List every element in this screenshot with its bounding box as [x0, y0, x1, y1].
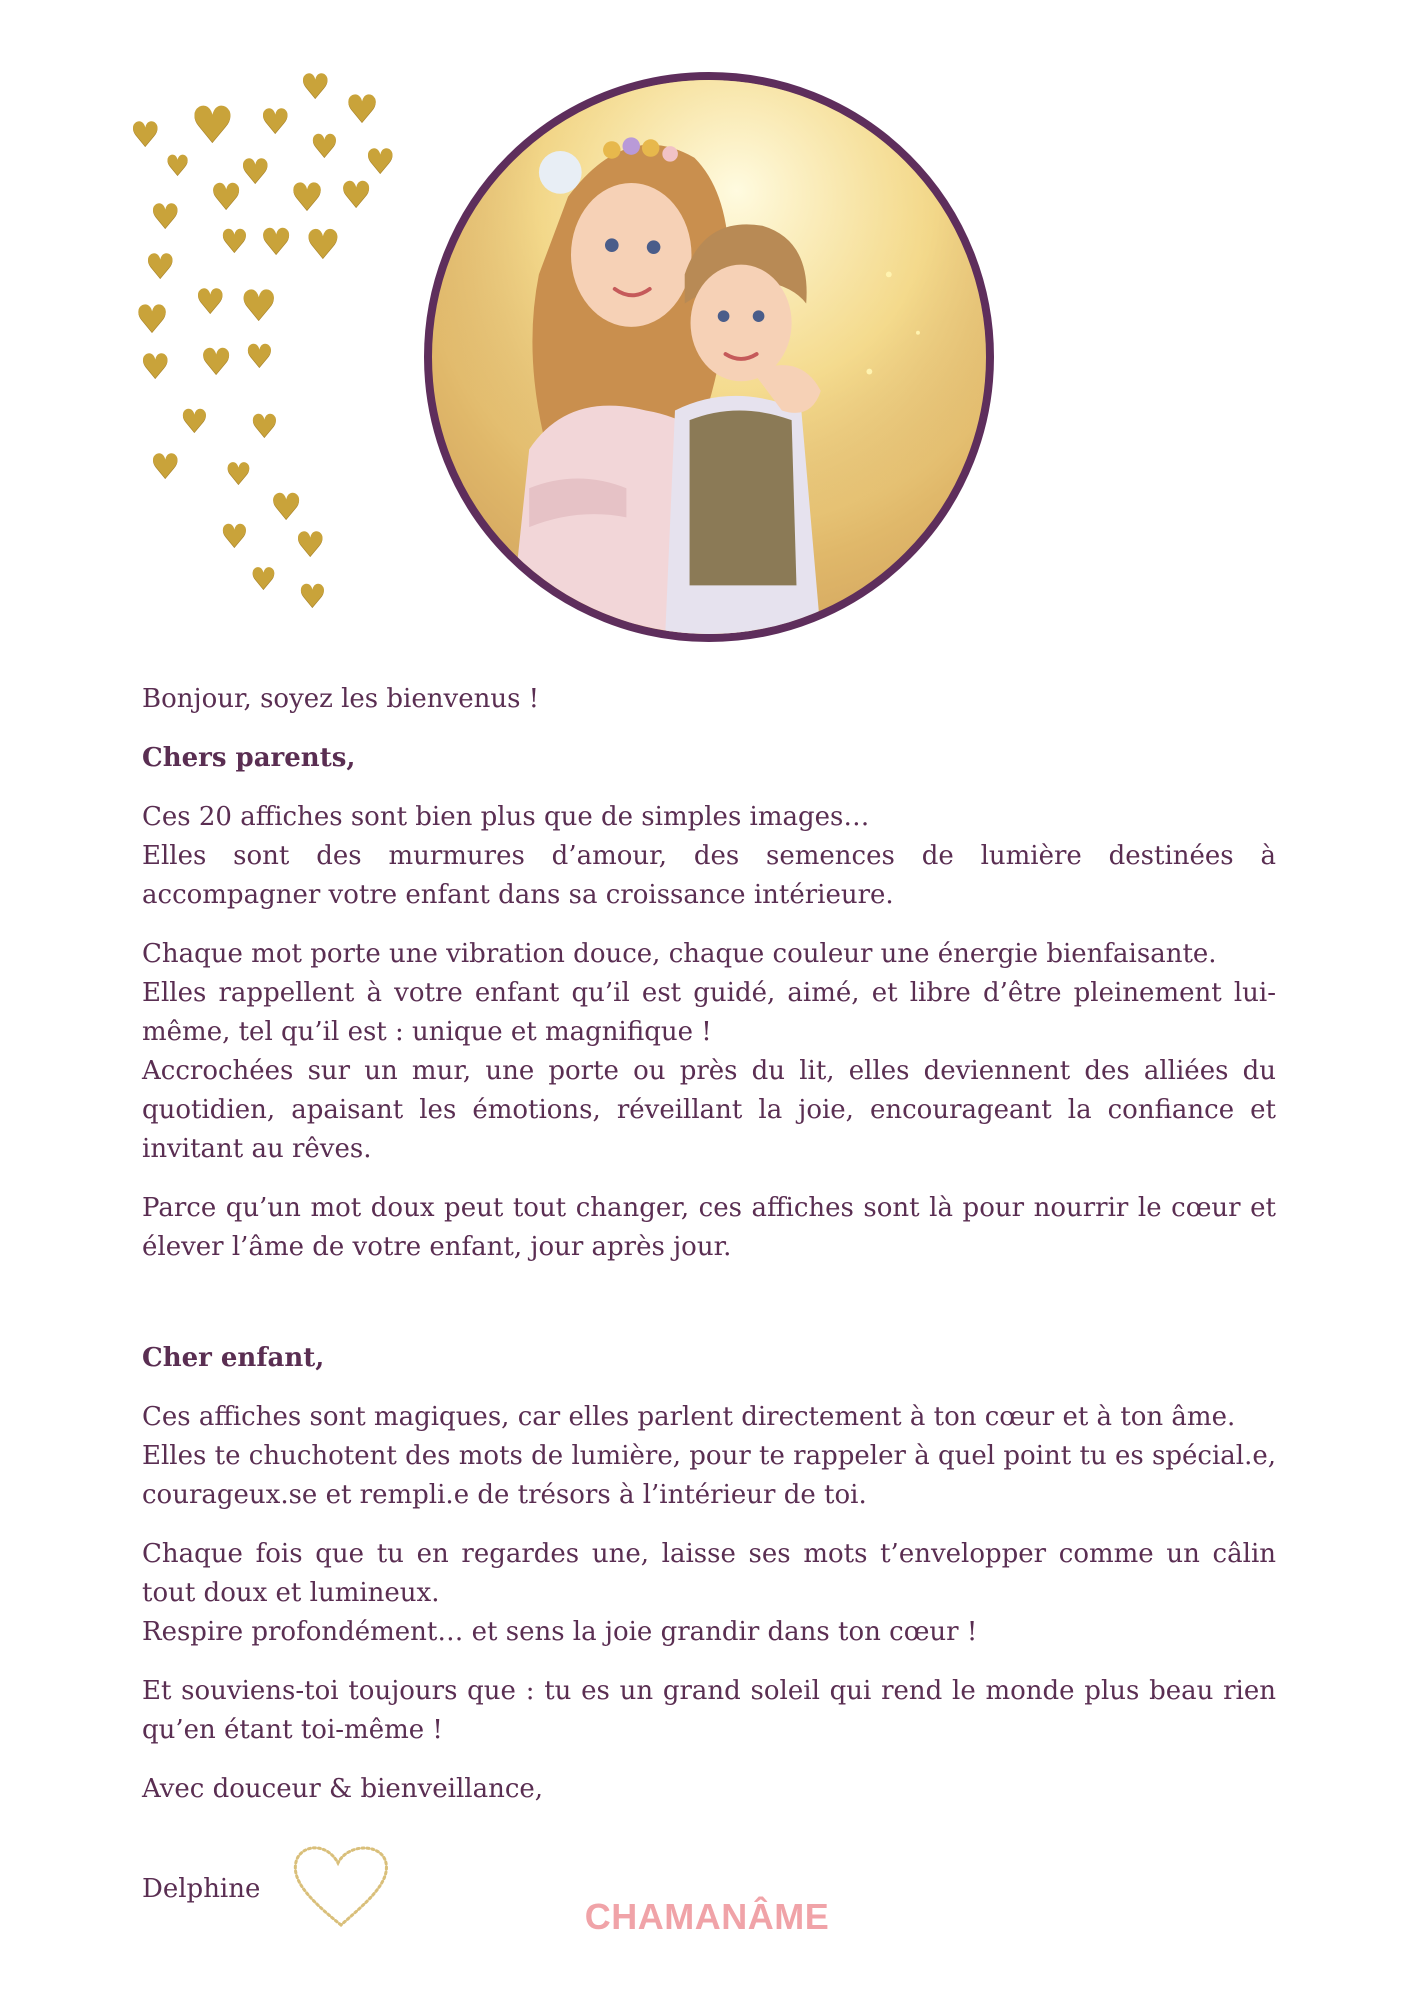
- heart-icon: ♥: [310, 127, 339, 165]
- text-line: Ces 20 affiches sont bien plus que de simples images…: [142, 802, 870, 832]
- heart-icon: ♥: [260, 222, 293, 263]
- text-line: Chaque mot porte une vibration douce, chaque couleur une énergie bienfaisante.: [142, 939, 1217, 969]
- heart-icon: ♥: [250, 407, 279, 445]
- signature: Delphine: [142, 1873, 261, 1904]
- heart-icon: ♥: [190, 96, 235, 154]
- heart-icon: ♥: [140, 347, 171, 387]
- heart-icon: ♥: [145, 247, 176, 287]
- parents-paragraph-2: [142, 935, 1276, 1169]
- heart-icon: ♥: [195, 282, 226, 322]
- portrait-illustration: [424, 72, 994, 642]
- heart-icon: ♥: [135, 297, 170, 341]
- heart-icon: ♥: [225, 457, 252, 492]
- heart-icon: ♥: [200, 342, 233, 383]
- heart-icon: ♥: [240, 152, 271, 192]
- closing: Avec douceur & bienveillance,: [142, 1774, 544, 1804]
- text-line: Elles te chuchotent des mots de lumière, pour te rappeler à quel point tu es spécial.e, courageux.se et rempli.e de trésors à l’intérieur de toi.: [142, 1441, 1276, 1510]
- heart-icon: ♥: [210, 177, 243, 218]
- heart-icon: ♥: [260, 102, 291, 142]
- heart-icon: ♥: [290, 175, 325, 219]
- heart-icon: ♥: [300, 67, 331, 107]
- text-line: Respire profondément… et sens la joie grandir dans ton cœur !: [142, 1617, 978, 1647]
- heart-icon: ♥: [220, 222, 249, 260]
- heart-icon: ♥: [270, 487, 303, 528]
- child-paragraph-1: [142, 1398, 1276, 1515]
- brand-logo: CHAMANÂME: [584, 1896, 830, 1937]
- parents-heading: Chers parents,: [142, 743, 356, 773]
- heart-icon: ♥: [305, 222, 341, 268]
- heart-icon: ♥: [345, 87, 380, 131]
- child-paragraph-2: [142, 1535, 1276, 1652]
- child-paragraph-3: Et souviens-toi toujours que : tu es un grand soleil qui rend le monde plus beau rien qu’en étant toi-même !: [142, 1676, 1276, 1745]
- heart-icon: ♥: [340, 175, 373, 216]
- heart-icon: ♥: [365, 142, 396, 182]
- heart-icon: ♥: [240, 281, 278, 330]
- heart-icon: ♥: [180, 402, 209, 440]
- heart-icon: ♥: [150, 447, 181, 487]
- parents-paragraph-3: Parce qu’un mot doux peut tout changer, ces affiches sont là pour nourrir le cœur et élever l’âme de votre enfant, jour après jour.: [142, 1193, 1276, 1262]
- heart-icon: ♥: [220, 517, 249, 555]
- greeting: Bonjour, soyez les bienvenus !: [142, 684, 540, 714]
- heart-icon: ♥: [130, 115, 161, 155]
- heart-icon: ♥: [250, 562, 277, 597]
- heart-icon: ♥: [150, 197, 181, 237]
- text-line: Chaque fois que tu en regardes une, laisse ses mots t’envelopper comme un câlin tout doux et lumineux.: [142, 1539, 1276, 1608]
- parents-paragraph-1: [142, 798, 1276, 915]
- child-heading: Cher enfant,: [142, 1343, 325, 1373]
- text-line: Elles sont des murmures d’amour, des semences de lumière destinées à accompagner votre enfant dans sa croissance intérieure.: [142, 841, 1276, 910]
- text-line: Accrochées sur un mur, une porte ou près du lit, elles deviennent des alliées du quotidien, apaisant les émotions, réveillant la joie, encourageant la confiance et invitant au rêves.: [142, 1056, 1276, 1164]
- text-line: Ces affiches sont magiques, car elles parlent directement à ton cœur et à ton âme.: [142, 1402, 1236, 1432]
- heart-icon: ♥: [298, 577, 327, 615]
- text-line: Elles rappellent à votre enfant qu’il est guidé, aimé, et libre d’être pleinement lui-même, tel qu’il est : unique et magnifique !: [142, 978, 1276, 1047]
- letter-body: [142, 680, 1276, 1949]
- heart-icon: ♥: [165, 149, 191, 182]
- heart-icon: ♥: [245, 337, 274, 375]
- heart-icon: ♥: [295, 525, 326, 565]
- hearts-decoration: [130, 60, 430, 620]
